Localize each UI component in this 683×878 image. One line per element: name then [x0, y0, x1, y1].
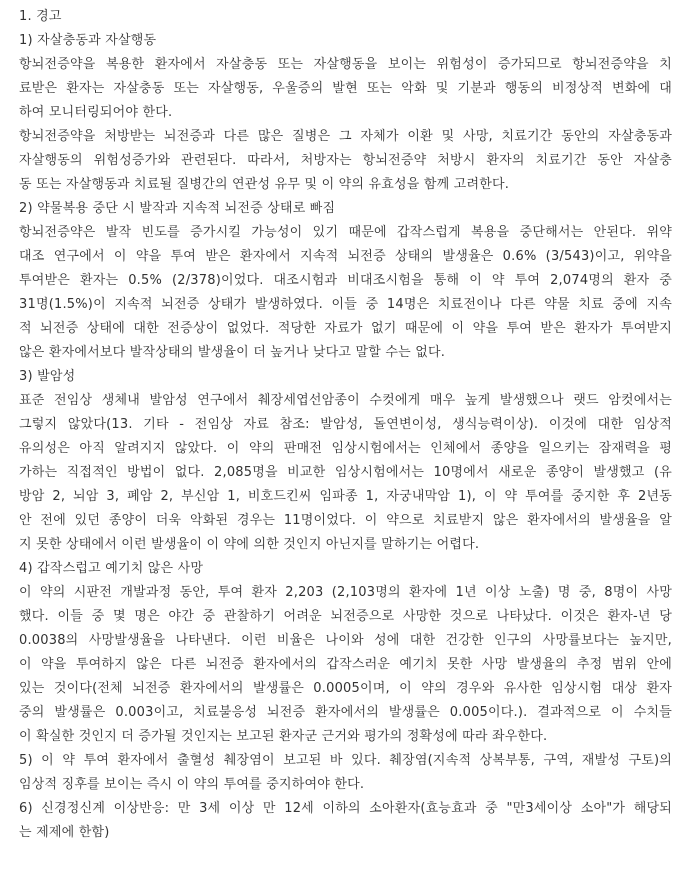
paragraph-line: 료받은 환자는 자살충동 또는 자살행동, 우울증의 발현 또는 악화 및 기분과 행동의 비정상적 변화에 대	[19, 81, 672, 96]
paragraph-line: 31명(1.5%)이 지속적 뇌전증 상태가 발생하였다. 이들 중 14명은 치료전이나 다른 약물 치료 중에 지속	[19, 297, 672, 312]
paragraph-line: 자살행동의 위험성증가와 관련된다. 따라서, 처방자는 항뇌전증약 처방시 환자의 치료기간 동안 자살충	[19, 153, 672, 168]
paragraph-line: 이 약을 투여하지 않은 다른 뇌전증 환자에서의 갑작스러운 예기치 못한 사망 발생율의 추정 범위 안에	[19, 657, 672, 672]
paragraph-line-pancreatitis: 5) 이 약 투여 환자에서 출혈성 췌장염이 보고된 바 있다. 췌장염(지속적 상복부통, 구역, 재발성 구토)의	[19, 753, 672, 768]
paragraph-line: 방암 2, 뇌암 3, 폐암 2, 부신암 1, 비호드킨씨 임파종 1, 자궁내막암 1), 이 약 투여를 중지한 후 2년동	[19, 489, 672, 504]
paragraph-line: 항뇌전증약을 처방받는 뇌전증과 다른 많은 질병은 그 자체가 이환 및 사망, 치료기간 동안의 자살충동과	[19, 129, 672, 144]
paragraph-line-neuropsychiatric: 6) 신경정신계 이상반응: 만 3세 이상 만 12세 이하의 소아환자(효능효과 중 "만3세이상 소아"가 해당되	[19, 801, 672, 816]
paragraph-line: 중의 발생률은 0.003이고, 치료불응성 뇌전증 환자에서의 발생률은 0.005이다.). 결과적으로 이 수치들	[19, 705, 672, 720]
paragraph-line: 는 제제에 한함)	[19, 825, 110, 840]
paragraph-line: 항뇌전증약을 복용한 환자에서 자살충동 또는 자살행동을 보이는 위험성이 증가되므로 항뇌전증약을 치	[19, 57, 672, 72]
paragraph-line: 안 전에 있던 종양이 더욱 악화된 경우는 11명이었다. 이 약으로 치료받지 않은 환자에서의 발생율을 알	[19, 513, 672, 528]
section-heading-carcinogenicity: 3) 발암성	[19, 369, 76, 384]
section-heading-withdrawal: 2) 약물복용 중단 시 발작과 지속적 뇌전증 상태로 빠짐	[19, 201, 336, 216]
paragraph-line: 하여 모니터링되어야 한다.	[19, 105, 173, 120]
paragraph-line: 표준 전임상 생체내 발암성 연구에서 췌장세엽선암종이 수컷에게 매우 높게 발생했으나 랫드 암컷에서는	[19, 393, 672, 408]
paragraph-line: 가하는 직접적인 방법이 없다. 2,085명을 비교한 임상시험에서는 10명에서 새로운 종양이 발생했고 (유	[19, 465, 672, 480]
paragraph-line: 않은 환자에서보다 발작상태의 발생율이 더 높거나 낮다고 말할 수는 없다.	[19, 345, 446, 360]
paragraph-line: 있는 것이다(전체 뇌전증 환자에서의 발생률은 0.0005이며, 이 약의 경우와 유사한 임상시험 대상 환자	[19, 681, 672, 696]
paragraph-line: 이 확실한 것인지 더 증가될 것인지는 보고된 환자군 근거와 평가의 정확성에 따라 좌우한다.	[19, 729, 548, 744]
section-heading-sudden-death: 4) 갑작스럽고 예기치 않은 사망	[19, 561, 204, 576]
paragraph-line: 동 또는 자살행동과 치료될 질병간의 연관성 유무 및 이 약의 유효성을 함께 고려한다.	[19, 177, 510, 192]
paragraph-line: 대조 연구에서 이 약을 투여 받은 환자에서 지속적 뇌전증 상태의 발생율은 0.6% (3/543)이고, 위약을	[19, 249, 672, 264]
paragraph-line: 그렇지 않았다(13. 기타 - 전임상 자료 참조: 발암성, 돌연변이성, 생식능력이상). 이것에 대한 임상적	[19, 417, 672, 432]
paragraph-line: 임상적 징후를 보이는 즉시 이 약의 투여를 중지하여야 한다.	[19, 777, 365, 792]
paragraph-line: 지 못한 상태에서 이런 발생율이 이 약에 의한 것인지 아닌지를 말하기는 어렵다.	[19, 537, 480, 552]
paragraph-line: 0.0038의 사망발생율을 나타낸다. 이런 비율은 나이와 성에 대한 건강한 인구의 사망률보다는 높지만,	[19, 633, 672, 648]
paragraph-line: 했다. 이들 중 몇 명은 야간 중 관찰하기 어려운 뇌전증으로 사망한 것으로 나타났다. 이것은 환자-년 당	[19, 609, 672, 624]
paragraph-line: 적 뇌전증 상태에 대한 전증상이 없었다. 적당한 자료가 없기 때문에 이 약을 투여 받은 환자가 투여받지	[19, 321, 672, 336]
paragraph-line: 투여받은 환자는 0.5% (2/378)이었다. 대조시험과 비대조시험을 통해 이 약 투여 2,074명의 환자 중	[19, 273, 672, 288]
paragraph-line: 항뇌전증약은 발작 빈도를 증가시킬 가능성이 있기 때문에 갑작스럽게 복용을 중단해서는 안된다. 위약	[19, 225, 672, 240]
warning-title: 1. 경고	[19, 9, 62, 24]
paragraph-line: 유의성은 아직 알려지지 않았다. 이 약의 판매전 임상시험에서는 인체에서 종양을 일으키는 잠재력을 평	[19, 441, 672, 456]
section-heading-suicidal: 1) 자살충동과 자살행동	[19, 33, 157, 48]
paragraph-line: 이 약의 시판전 개발과정 동안, 투여 환자 2,203 (2,103명의 환자에 1년 이상 노출) 명 중, 8명이 사망	[19, 585, 672, 600]
